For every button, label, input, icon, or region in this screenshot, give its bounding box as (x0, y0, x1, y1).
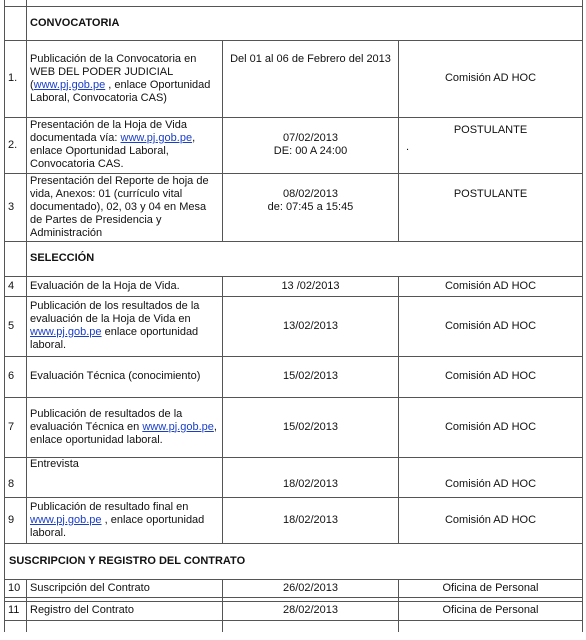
row-number: 1. (5, 40, 27, 117)
table-row (5, 457, 583, 497)
table-row (5, 397, 583, 457)
row-responsible: Comisión AD HOC (399, 397, 583, 457)
table-row (5, 356, 583, 397)
row-date: 28/02/2013 (223, 601, 399, 620)
row-date: 18/02/2013 (223, 457, 399, 497)
pj-link[interactable]: www.pj.gob.pe (142, 420, 214, 433)
row-responsible: Comisión AD HOC (399, 457, 583, 497)
section-title-suscripcion: SUSCRIPCION Y REGISTRO DEL CONTRATO (5, 543, 583, 579)
schedule-table (4, 0, 583, 632)
row-responsible: Comisión AD HOC (399, 497, 583, 543)
row-description: Evaluación Técnica (conocimiento) (27, 356, 223, 397)
row-date: 18/02/2013 (223, 497, 399, 543)
table-row (5, 296, 583, 356)
pj-link[interactable]: www.pj.gob.pe (30, 513, 102, 526)
row-number: 4 (5, 276, 27, 296)
row-number: 8 (5, 457, 27, 497)
row-responsible: POSTULANTE . (399, 117, 583, 173)
row-description: Publicación de los resultados de la evaluación de la Hoja de Vida en www.pj.gob.pe enlace oportunidad laboral. (27, 296, 223, 356)
row-description: Suscripción del Contrato (27, 579, 223, 597)
row-number: 9 (5, 497, 27, 543)
row-responsible: Comisión AD HOC (399, 40, 583, 117)
row-number: 5 (5, 296, 27, 356)
row-responsible: Oficina de Personal (399, 579, 583, 597)
row-responsible: POSTULANTE (399, 173, 583, 241)
row-number: 7 (5, 397, 27, 457)
row-description: Evaluación de la Hoja de Vida. (27, 276, 223, 296)
row-number: 6 (5, 356, 27, 397)
row-responsible: Comisión AD HOC (399, 296, 583, 356)
row-date: 26/02/2013 (223, 579, 399, 597)
section-title-seleccion: SELECCIÓN (27, 241, 583, 276)
row-date: 13/02/2013 (223, 296, 399, 356)
stray-mark: . (406, 140, 410, 153)
pj-link[interactable]: www.pj.gob.pe (120, 132, 193, 144)
row-date: 15/02/2013 (223, 397, 399, 457)
row-date: 08/02/2013 de: 07:45 a 15:45 (223, 173, 399, 241)
row-description: Registro del Contrato (27, 601, 223, 620)
section-row (5, 241, 583, 276)
row-number: 3 (5, 173, 27, 241)
table-row (5, 276, 583, 296)
row-description: Publicación de resultados de la evaluación Técnica en www.pj.gob.pe, enlace oportunidad laboral. (27, 397, 223, 457)
row-date: 13 /02/2013 (223, 276, 399, 296)
section-row (5, 543, 583, 579)
row-responsible: Comisión AD HOC (399, 276, 583, 296)
row-description: Entrevista (27, 457, 223, 497)
row-number: 10 (5, 579, 27, 597)
row-number: 2. (5, 117, 27, 173)
pj-link[interactable]: www.pj.gob.pe (33, 78, 106, 91)
table-row (5, 497, 583, 543)
row-date: Del 01 al 06 de Febrero del 2013 (223, 40, 399, 117)
row-responsible: Comisión AD HOC (399, 356, 583, 397)
row-date: 15/02/2013 (223, 356, 399, 397)
row-responsible: Oficina de Personal (399, 601, 583, 620)
row-number: 11 (5, 601, 27, 620)
row-description: Publicación de resultado final en www.pj.gob.pe , enlace oportunidad laboral. (27, 497, 223, 543)
table-row (5, 40, 583, 117)
pj-link[interactable]: www.pj.gob.pe (30, 326, 102, 338)
table-row (5, 117, 583, 173)
bottom-spacer-row (5, 620, 583, 632)
table-row (5, 173, 583, 241)
row-description: Presentación de la Hoja de Vida documentada vía: www.pj.gob.pe, enlace Oportunidad Laboral, Convocatoria CAS. (27, 117, 223, 173)
section-row (5, 6, 583, 40)
section-title-convocatoria: CONVOCATORIA (27, 6, 583, 40)
table-row (5, 579, 583, 597)
table-row (5, 601, 583, 620)
row-description: Publicación de la Convocatoria en WEB DEL PODER JUDICIAL (www.pj.gob.pe , enlace Oportunidad Laboral, Convocatoria CAS) (27, 40, 223, 117)
row-date: 07/02/2013 DE: 00 A 24:00 (223, 117, 399, 173)
row-description: Presentación del Reporte de hoja de vida, Anexos: 01 (currículo vital documentado), 02, 03 y 04 en Mesa de Partes de Presidencia y Administración (27, 173, 223, 241)
